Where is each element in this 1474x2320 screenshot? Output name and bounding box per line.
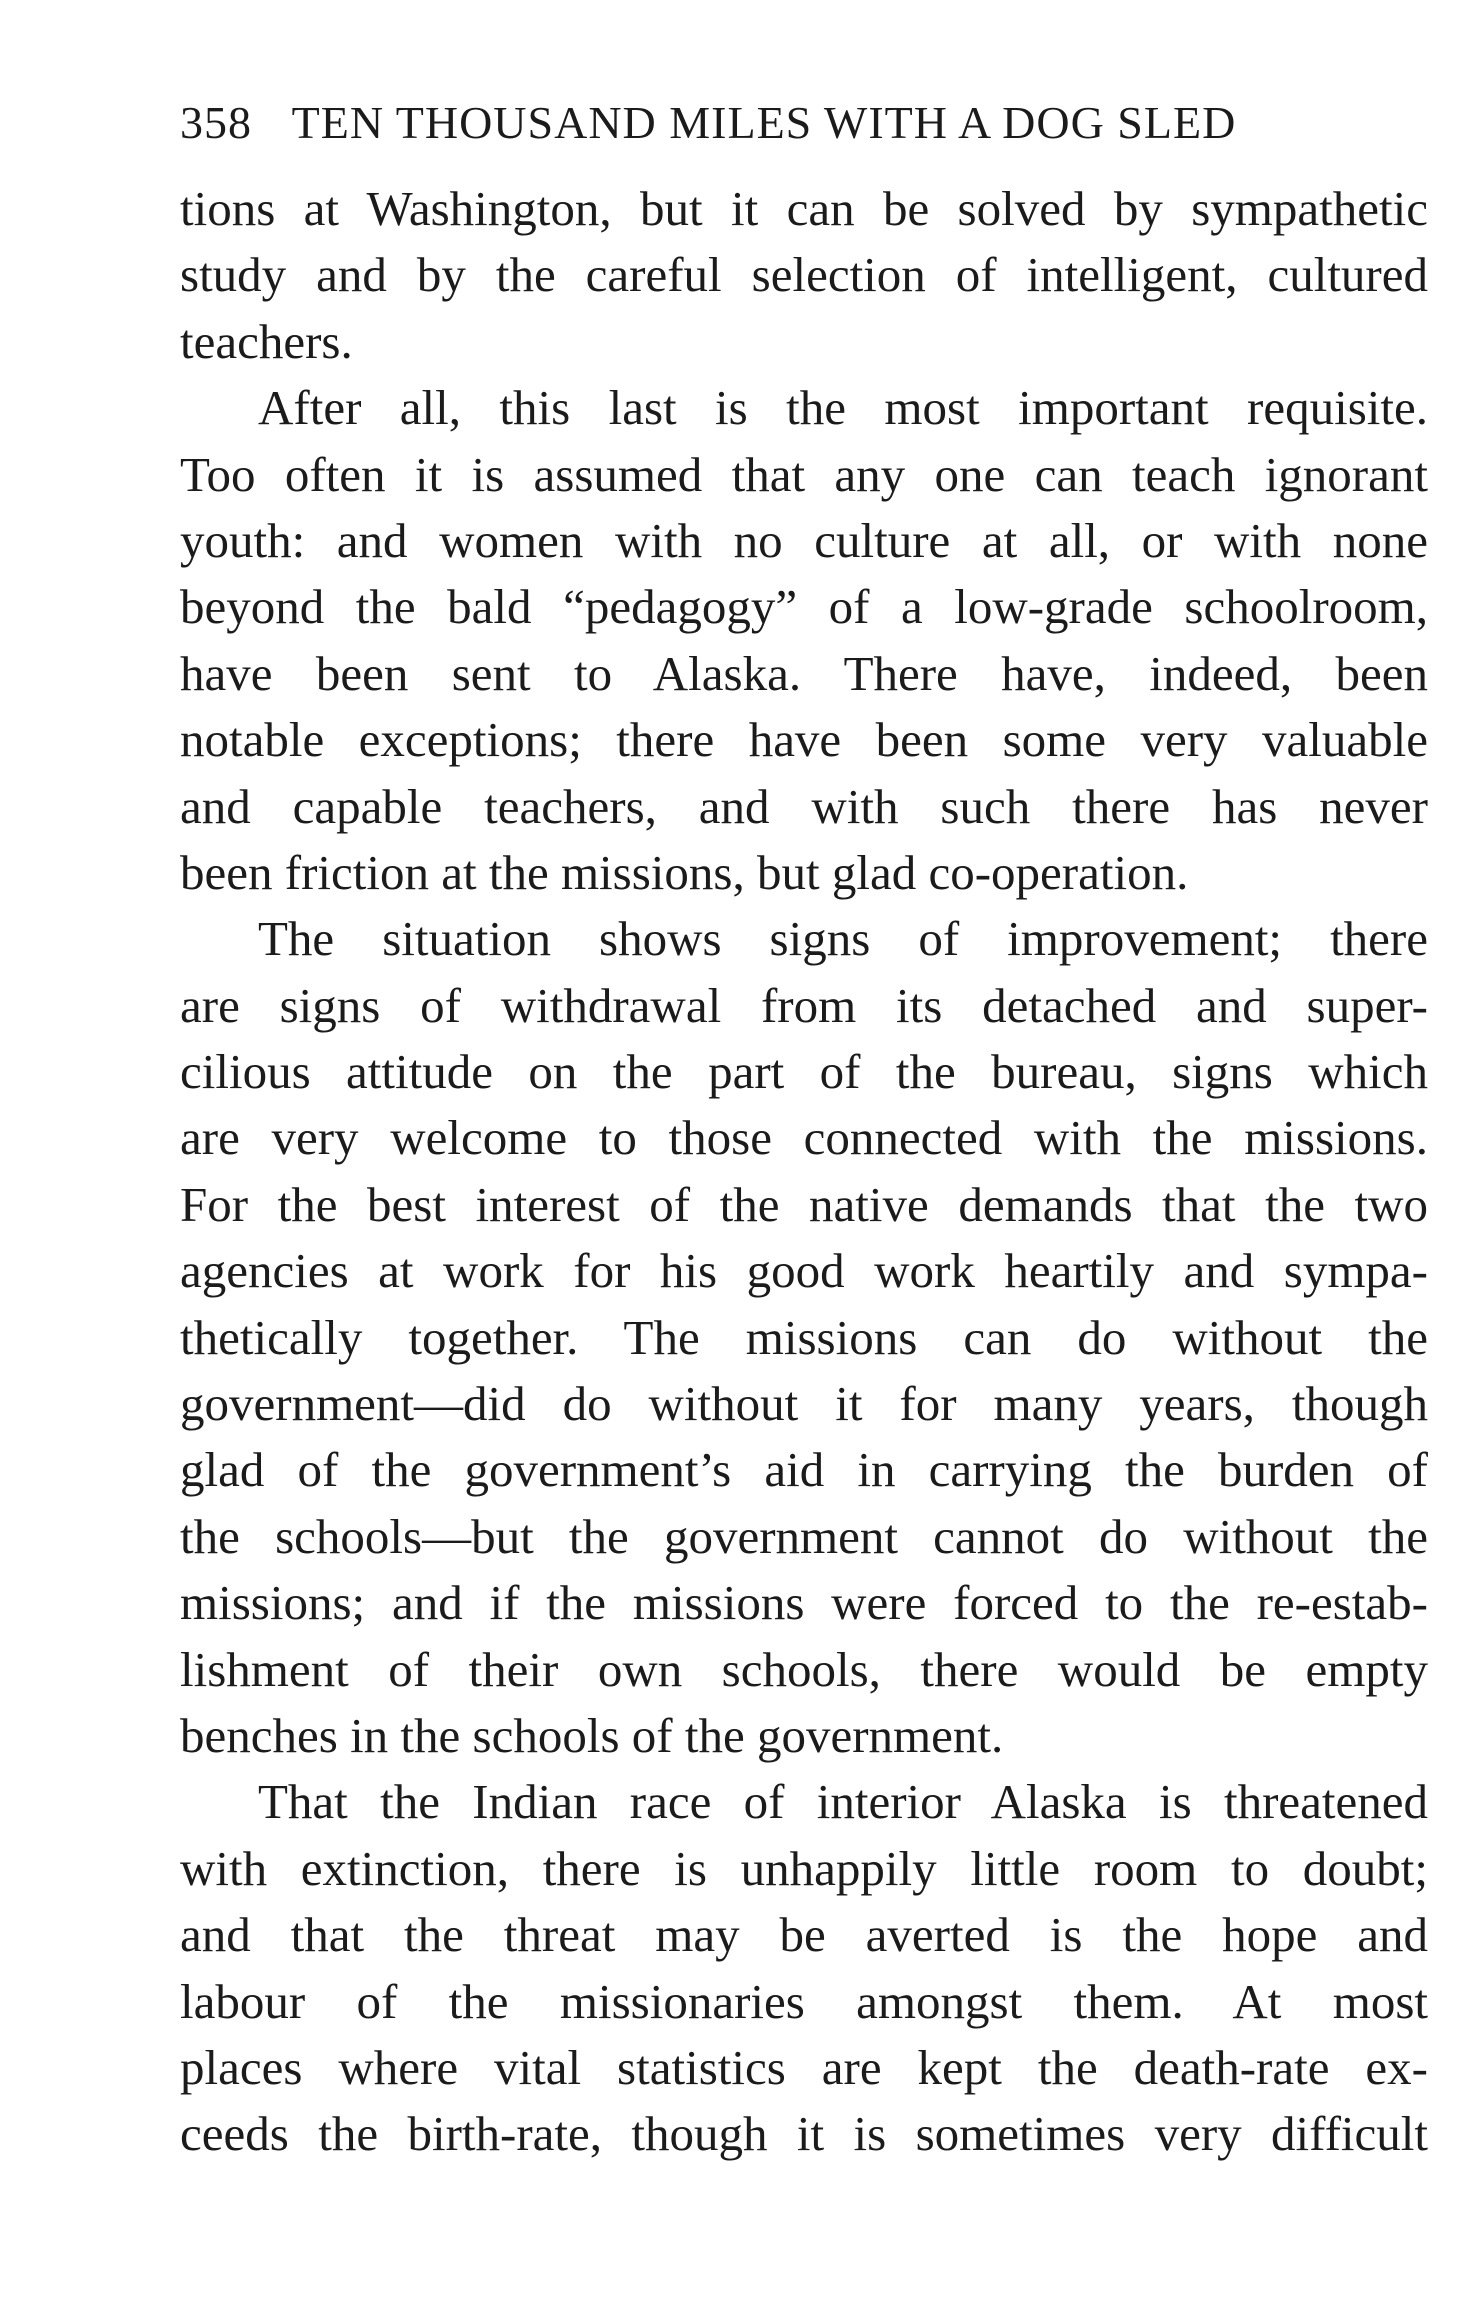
text-line: lishment of their own schools, there would be empty: [180, 1641, 1428, 1697]
text-line: thetically together. The missions can do without the: [180, 1309, 1428, 1365]
text-line: agencies at work for his good work heartily and sympa-: [180, 1243, 1428, 1299]
text-line: are signs of withdrawal from its detached and super-: [180, 977, 1428, 1033]
text-line: missions; and if the missions were forced to the re-estab-: [180, 1575, 1428, 1631]
text-line: beyond the bald “pedagogy” of a low-grade schoolroom,: [180, 579, 1428, 635]
text-line: labour of the missionaries amongst them. At most: [180, 1973, 1428, 2029]
running-title: TEN THOUSAND MILES WITH A DOG SLED: [291, 97, 1237, 148]
text-line: cilious attitude on the part of the bureau, signs which: [180, 1044, 1428, 1100]
text-line: For the best interest of the native demands that the two: [180, 1176, 1428, 1232]
text-line: and that the threat may be averted is the hope and: [180, 1907, 1428, 1963]
body-text: [180, 176, 1428, 2168]
text-line: the schools—but the government cannot do without the: [180, 1508, 1428, 1564]
text-line: youth: and women with no culture at all, or with none: [180, 512, 1428, 568]
text-line: with extinction, there is unhappily little room to doubt;: [180, 1840, 1428, 1896]
text-line: have been sent to Alaska. There have, indeed, been: [180, 645, 1428, 701]
text-line: teachers.: [180, 313, 353, 369]
paragraph: [180, 1769, 1428, 2167]
text-line: Too often it is assumed that any one can teach ignorant: [180, 446, 1428, 502]
text-line: government—did do without it for many years, though: [180, 1376, 1428, 1432]
text-line: benches in the schools of the government.: [180, 1707, 1004, 1763]
text-line: study and by the careful selection of intelligent, cultured: [180, 247, 1428, 303]
paragraph: [180, 375, 1428, 906]
paragraph: [180, 906, 1428, 1769]
text-line: ceeds the birth-rate, though it is sometimes very difficult: [180, 2106, 1428, 2162]
text-line: and capable teachers, and with such there has never: [180, 778, 1428, 834]
paragraph: [180, 176, 1428, 375]
text-line: That the Indian race of interior Alaska is threatened: [258, 1774, 1428, 1830]
text-line: After all, this last is the most important requisite.: [258, 380, 1428, 436]
text-line: glad of the government’s aid in carrying the burden of: [180, 1442, 1428, 1498]
page-number: 358: [180, 97, 252, 148]
text-line: notable exceptions; there have been some very valuable: [180, 712, 1428, 768]
text-line: The situation shows signs of improvement; there: [258, 911, 1428, 967]
text-line: tions at Washington, but it can be solved by sympathetic: [180, 181, 1428, 236]
text-line: places where vital statistics are kept the death-rate ex-: [180, 2039, 1428, 2095]
running-header: [180, 96, 1430, 149]
text-line: are very welcome to those connected with the missions.: [180, 1110, 1428, 1166]
text-line: been friction at the missions, but glad co-operation.: [180, 844, 1189, 900]
